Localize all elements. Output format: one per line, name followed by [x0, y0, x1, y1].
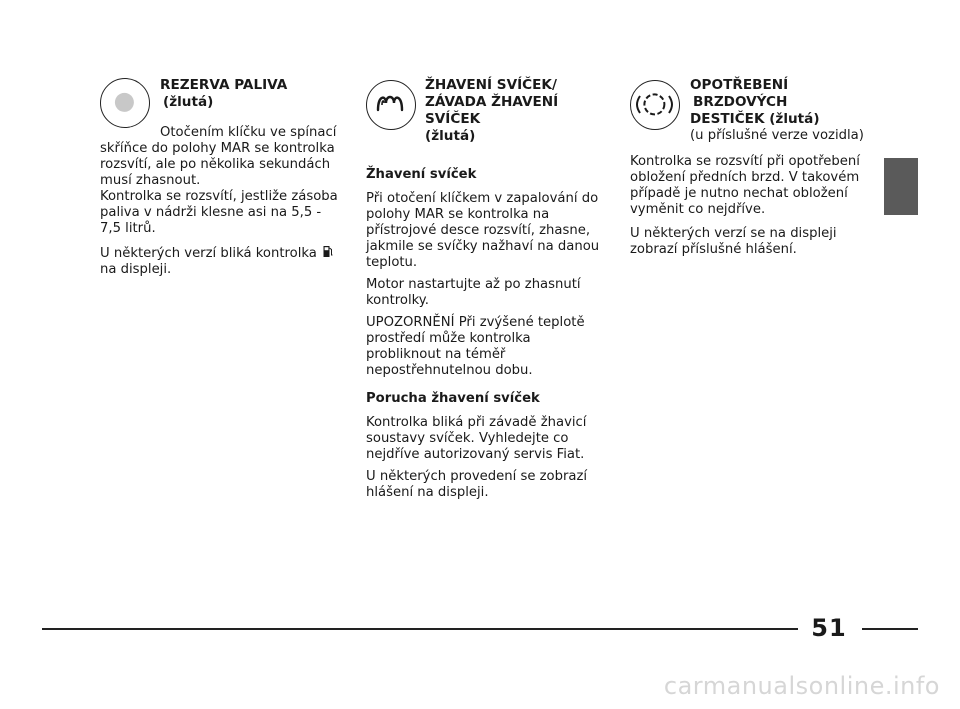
footer-rule-left — [42, 628, 798, 630]
brake-pad-p1: Kontrolka se rozsvítí při opotřebení obložení předních brzd. V takovém případě je nutno nechat obložení vyměnit co nejdříve. — [630, 154, 860, 217]
glow-plug-title-1: ŽHAVENÍ SVÍČEK/ — [425, 77, 557, 93]
brake-pad-title-3: DESTIČEK (žlutá) — [690, 111, 820, 127]
brake-pad-title-2: BRZDOVÝCH — [693, 94, 788, 110]
brake-pad-header — [690, 77, 870, 144]
fuel-reserve-title: REZERVA PALIVA — [160, 77, 288, 93]
brake-pad-text — [630, 154, 860, 264]
glow-plug-title-2: ZÁVADA ŽHAVENÍ — [425, 94, 559, 110]
fuel-reserve-lamp-icon — [100, 78, 150, 128]
glow-plug-subtitle: (žlutá) — [425, 128, 476, 144]
section-tab — [884, 158, 918, 215]
glow-plug-heading: Žhavení svíček — [366, 167, 477, 182]
fuel-reserve-p3-after: na displeji. — [100, 262, 172, 277]
fuel-reserve-subtitle: (žlutá) — [163, 94, 214, 110]
glow-plug-text — [366, 167, 601, 507]
footer-rule-right — [862, 628, 918, 630]
glow-plug-p1: Při otočení klíčkem v zapalování do polohy MAR se kontrolka na přístrojové desce rozsvítí, zhasne, jakmile se svíčky nažhaví na danou teplotu. — [366, 191, 600, 270]
fuel-reserve-p1-indent: Otočením klíčku ve spínací — [160, 125, 337, 140]
watermark: carmanualsonline.info — [663, 672, 940, 700]
fuel-reserve-section — [160, 77, 340, 121]
glow-plug-fault-heading: Porucha žhavení svíček — [366, 391, 540, 406]
brake-pad-title-1: OPOTŘEBENÍ — [690, 77, 789, 93]
page-number: 51 — [811, 614, 847, 642]
fuel-reserve-p3-before: U některých verzí bliká kontrolka — [100, 246, 317, 261]
fuel-reserve-p2: Kontrolka se rozsvítí, jestliže zásoba paliva v nádrži klesne asi na 5,5 - 7,5 litrů. — [100, 189, 338, 236]
glow-plug-icon — [366, 80, 416, 130]
brake-pad-wear-icon — [630, 80, 680, 130]
fuel-pump-icon — [323, 245, 333, 258]
fuel-reserve-text — [100, 125, 340, 284]
glow-plug-p2: Motor nastartujte až po zhasnutí kontrolky. — [366, 277, 581, 308]
glow-plug-p4: Kontrolka bliká při závadě žhavicí soustavy svíček. Vyhledejte co nejdříve autorizovaný servis Fiat. — [366, 415, 587, 462]
fuel-reserve-p3 — [100, 245, 340, 278]
glow-plug-p3: UPOZORNĚNÍ Při zvýšené teplotě prostředí může kontrolka probliknout na téměř nepostřehnutelnou dobu. — [366, 315, 585, 378]
brake-pad-p2: U některých verzí se na displeji zobrazí příslušné hlášení. — [630, 226, 837, 257]
brake-pad-subtitle: (u příslušné verze vozidla) — [690, 128, 864, 143]
glow-plug-title-3: SVÍČEK — [425, 111, 481, 127]
fuel-reserve-p1: skříňce do polohy MAR se kontrolka rozsvítí, ale po několika sekundách musí zhasnout. — [100, 141, 335, 188]
glow-plug-header — [425, 77, 595, 145]
glow-plug-p5: U některých provedení se zobrazí hlášení na displeji. — [366, 469, 588, 500]
